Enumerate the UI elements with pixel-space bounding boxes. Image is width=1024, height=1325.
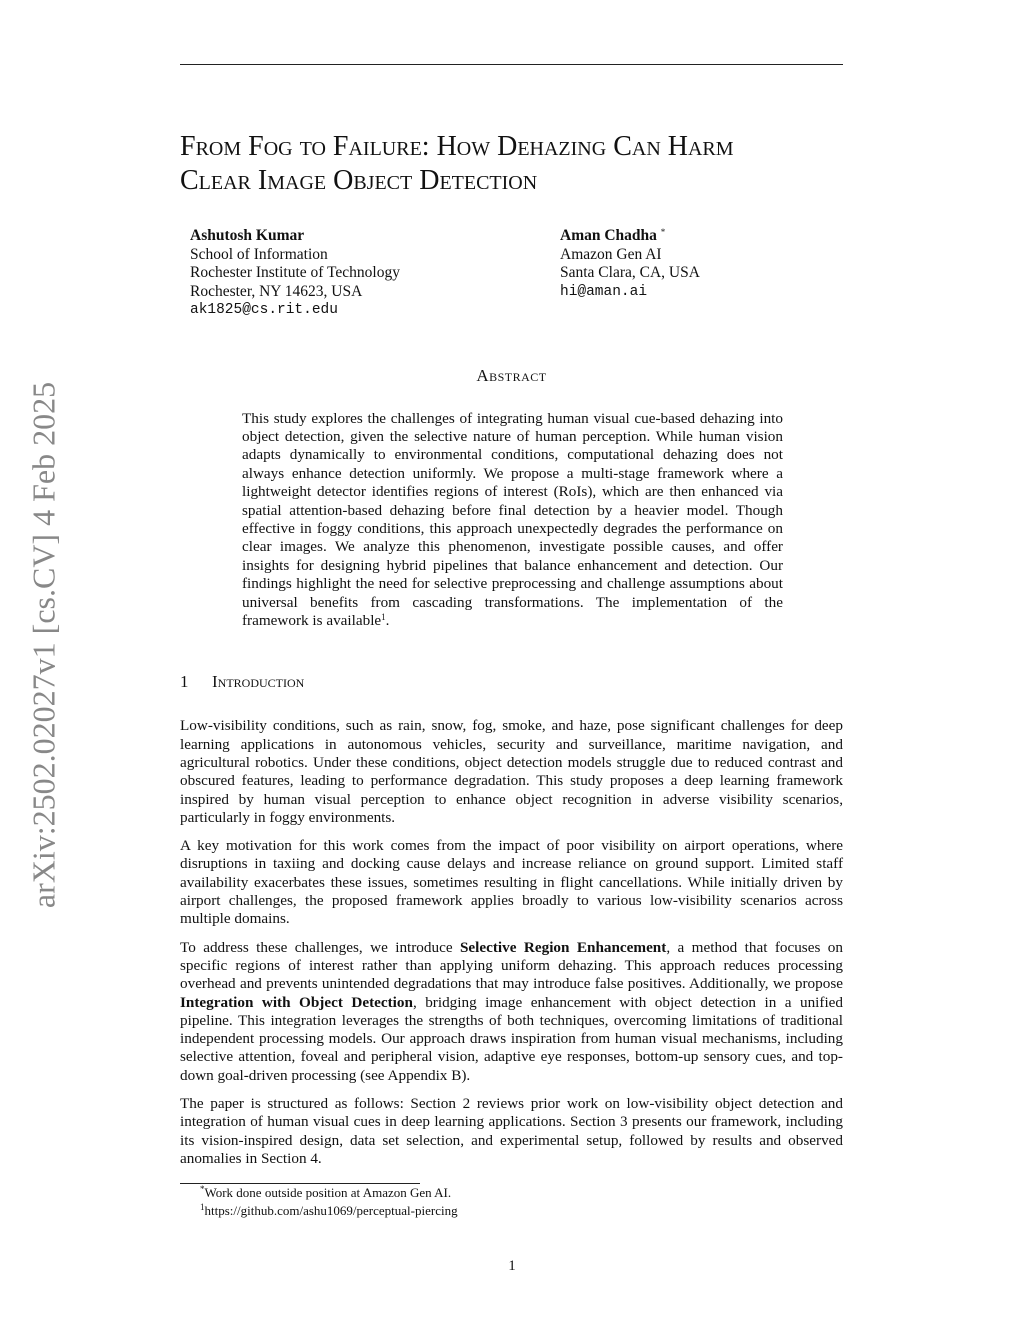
- footnote-mark: 1: [200, 1202, 205, 1213]
- author-footnote-mark: *: [660, 227, 666, 237]
- affiliation-line: Amazon Gen AI: [560, 245, 662, 263]
- author-block-2: [560, 227, 840, 320]
- affiliation-line: School of Information: [190, 245, 328, 263]
- abstract-heading: Abstract: [476, 365, 547, 385]
- abstract-body: This study explores the challenges of integrating human visual cue-based dehazing into object detection, given the selective nature of human perception. While human vision adapts dynamically to environmental conditions, computational dehazing does not always enhance detection uniformly. We propose a multi-stage framework where a lightweight detector identifies regions of interest (RoIs), which are then enhanced via spatial attention-based dehazing before final detection by a heavier model. Though effective in foggy conditions, this approach unexpectedly degrades the performance on clear images. We analyze this phenomenon, investigate possible causes, and offer insights for designing hybrid pipelines that balance enhancement and detection. Our findings highlight the need for selective preprocessing and challenge assumptions about universal benefits from cascading transformations. The implementation of the framework is available: [242, 409, 783, 629]
- top-rule: [180, 64, 843, 65]
- affiliation-line: Rochester, NY 14623, USA: [190, 282, 363, 300]
- author-block-1: [190, 227, 560, 320]
- paragraph: A key motivation for this work comes from the impact of poor visibility on airport operations, where disruptions in taxiing and docking cause delays and increase reliance on ground support. Limited staff availability exacerbates these issues, sometimes resulting in flight cancellations. While initially driven by airport challenges, the proposed framework applies broadly to various low-visibility scenarios across multiple domains.: [180, 837, 843, 928]
- text: To address these challenges, we introduce: [180, 938, 460, 956]
- affiliation-line: Santa Clara, CA, USA: [560, 264, 700, 281]
- title-line-1: From Fog to Failure: How Dehazing Can Harm: [180, 131, 734, 162]
- author-name: Aman Chadha: [560, 227, 657, 244]
- paper-title: [180, 130, 843, 198]
- main-column: [180, 130, 843, 1220]
- footnote-mark: *: [200, 1184, 205, 1195]
- section-heading: [180, 672, 843, 692]
- footnote: [200, 1202, 843, 1220]
- paragraph: [180, 939, 843, 1085]
- title-line-2: Clear Image Object Detection: [180, 165, 538, 196]
- bold-term: Integration with Object Detection: [180, 993, 413, 1011]
- author-name: Ashutosh Kumar: [190, 227, 305, 244]
- text: , a method that focuses on specific regions of interest rather than applying uniform dehazing. This approach reduces processing overhead and prevents unintended degradations that may introduce false positives. Additionally, we propose: [180, 938, 843, 993]
- footnote-ref: 1: [381, 611, 386, 622]
- arxiv-stamp: arXiv:2502.02027v1 [cs.CV] 4 Feb 2025: [25, 381, 62, 909]
- author-email: ak1825@cs.rit.edu: [190, 302, 338, 318]
- section-number: 1: [180, 672, 189, 692]
- page-number: 1: [508, 1258, 516, 1274]
- footnote: [200, 1184, 843, 1202]
- paragraph: The paper is structured as follows: Section 2 reviews prior work on low-visibility object detection and integration of human visual cues in deep learning applications. Section 3 presents our framework, including its vision-inspired design, data set selection, and experimental setup, followed by results and observed anomalies in Section 4.: [180, 1095, 843, 1167]
- bold-term: Selective Region Enhancement: [459, 938, 667, 956]
- author-email: hi@aman.ai: [560, 283, 648, 300]
- footnote-link[interactable]: https://github.com/ashu1069/perceptual-piercing: [204, 1203, 458, 1219]
- affiliation-line: Rochester Institute of Technology: [190, 264, 400, 281]
- paragraph: Low-visibility conditions, such as rain, snow, fog, smoke, and haze, pose significant challenges for deep learning applications in autonomous vehicles, security and surveillance, maritime navigation, and agricultural robotics. Under these conditions, object detection models struggle due to reduced contrast and obscured features, leading to performance degradation. This study proposes a deep learning framework inspired by human visual perception to enhance object recognition in adverse visibility scenarios, particularly in foggy environments.: [180, 717, 843, 826]
- footnote-text: Work done outside position at Amazon Gen AI.: [204, 1185, 452, 1201]
- authors: [180, 227, 843, 320]
- section-title: Introduction: [212, 672, 305, 692]
- abstract-end: .: [385, 611, 390, 629]
- abstract-text: [242, 410, 783, 631]
- text: , bridging image enhancement with object detection in a unified pipeline. This integration leverages the strengths of both techniques, overcoming limitations of traditional independent processing models. Our approach draws inspiration from human visual mechanisms, including selective attention, foveal and peripheral vision, adaptive eye responses, bottom-up sensory cues, and top-down goal-driven processing (see Appendix B).: [180, 993, 843, 1084]
